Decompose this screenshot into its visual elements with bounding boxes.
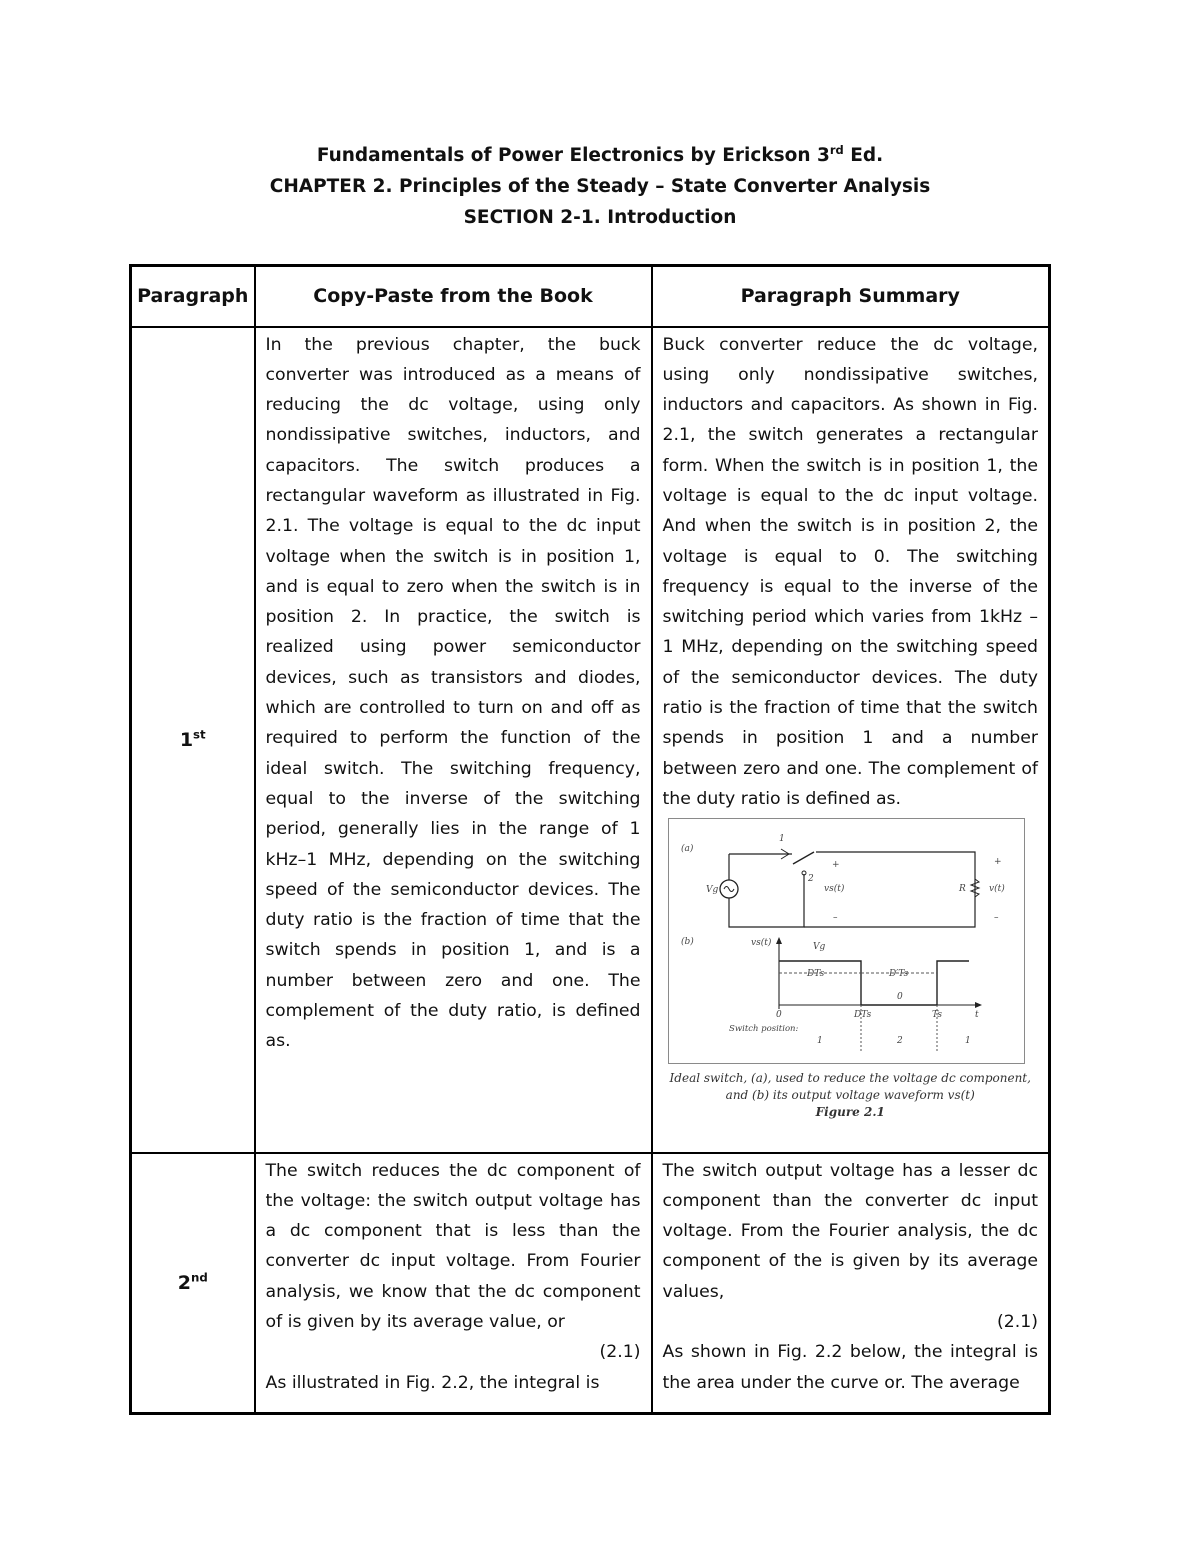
summary-cell bbox=[652, 1153, 1050, 1414]
table-header-row bbox=[131, 266, 1050, 327]
waveform bbox=[779, 961, 969, 1005]
paragraph-number: 2nd bbox=[131, 1153, 255, 1414]
fig-pos1: 1 bbox=[778, 834, 785, 845]
paragraph-table bbox=[129, 264, 1051, 1415]
figure-2-1 bbox=[668, 818, 1025, 1064]
fig-t-axis: t bbox=[974, 1010, 979, 1021]
y-axis-arrow-icon bbox=[776, 937, 782, 944]
caption-figure-number: Figure 2.1 bbox=[815, 1105, 885, 1120]
table-row bbox=[131, 327, 1050, 1153]
book-paragraph-continued: As illustrated in Fig. 2.2, the integral is bbox=[265, 1372, 600, 1393]
fig-t-dts: DTs bbox=[853, 1010, 871, 1021]
document-header bbox=[0, 140, 1200, 233]
summary-paragraph: The switch output voltage has a lesser dc component than the converter dc input voltage. From the Fourier analysis, the dc component of the is given by its average values, bbox=[662, 1160, 1038, 1302]
caption-line-2: and (b) its output voltage waveform vs(t) bbox=[725, 1088, 975, 1103]
summary-paragraph: Buck converter reduce the dc voltage, using only nondissipative switches, inductors and capacitors. As shown in Fig. 2.1, the switch generates a rectangular form. When the switch is in position 1, the voltage is equal to the dc input voltage. And when the switch is in position 2, the voltage is equal to 0. The switching frequency is equal to the inverse of the switching period which varies from 1kHz – 1 MHz, depending on the switching speed of the semiconductor devices. The duty ratio is the fraction of time that the switch spends in position 1 and a number between zero and one. The complement of the duty ratio is defined as. bbox=[662, 334, 1038, 809]
book-title: Fundamentals of Power Electronics by Erickson 3rd Ed. bbox=[316, 142, 884, 166]
col-header-book: Copy-Paste from the Book bbox=[255, 266, 652, 327]
fig-label-a: (a) bbox=[680, 844, 693, 855]
fig-zero-level: 0 bbox=[896, 992, 903, 1003]
fig-minus-left: – bbox=[832, 913, 837, 924]
chapter-title: CHAPTER 2. Principles of the Steady – State Converter Analysis bbox=[269, 176, 931, 197]
figure-caption bbox=[663, 1070, 1039, 1121]
fig-seq-2: 2 bbox=[896, 1036, 903, 1047]
summary-cell bbox=[652, 327, 1050, 1153]
table-row bbox=[131, 1153, 1050, 1414]
book-text-cell bbox=[255, 1153, 652, 1414]
fig-seq-1: 1 bbox=[816, 1036, 823, 1047]
x-axis-arrow-icon bbox=[975, 1002, 982, 1008]
fig-seq-3: 1 bbox=[964, 1036, 971, 1047]
fig-vt: v(t) bbox=[988, 884, 1005, 895]
summary-paragraph-continued: As shown in Fig. 2.2 below, the integral is the area under the curve or. The average bbox=[662, 1342, 1038, 1393]
section-title: SECTION 2-1. Introduction bbox=[463, 207, 737, 228]
fig-vs: vs(t) bbox=[823, 884, 844, 895]
fig-switch-position-label: Switch position: bbox=[728, 1024, 798, 1035]
fig-dpts: D′Ts bbox=[888, 969, 908, 980]
switch-blade bbox=[793, 852, 814, 864]
fig-t0: 0 bbox=[775, 1010, 782, 1021]
fig-level-vg: Vg bbox=[812, 942, 825, 953]
fig-vg: Vg bbox=[705, 885, 718, 896]
book-paragraph: The switch reduces the dc component of the voltage: the switch output voltage has a dc component that is less than the converter dc input voltage. From Fourier analysis, we know that the dc component of is given by its average value, or bbox=[265, 1160, 641, 1332]
fig-pos2: 2 bbox=[807, 874, 814, 885]
fig-t-ts: Ts bbox=[931, 1010, 942, 1021]
fig-dts: DTs bbox=[806, 969, 824, 980]
col-header-paragraph: Paragraph bbox=[131, 266, 255, 327]
caption-line-1: Ideal switch, (a), used to reduce the voltage dc component, bbox=[669, 1071, 1031, 1086]
fig-minus-right: – bbox=[993, 913, 998, 924]
equation-number: (2.1) bbox=[997, 1311, 1038, 1332]
fig-label-b: (b) bbox=[680, 937, 694, 948]
col-header-summary: Paragraph Summary bbox=[652, 266, 1050, 327]
fig-axis-v: vs(t) bbox=[750, 938, 771, 949]
fig-plus-left: + bbox=[831, 860, 840, 871]
fig-plus-right: + bbox=[993, 857, 1002, 868]
paragraph-number: 1st bbox=[131, 327, 255, 1153]
equation-number: (2.1) bbox=[599, 1342, 641, 1363]
circuit-wire bbox=[729, 854, 804, 927]
book-paragraph: In the previous chapter, the buck converter was introduced as a means of reducing the dc voltage, using only nondissipative switches, inductors, and capacitors. The switch produces a rectangular waveform as illustrated in Fig. 2.1. The voltage is equal to the dc input voltage when the switch is in position 1, and is equal to zero when the switch is in position 2. In practice, the switch is realized using power semiconductor devices, such as transistors and diodes, which are controlled to turn on and off as required to perform the function of the ideal switch. The switching frequency, equal to the inverse of the switching period, generally lies in the range of 1 kHz–1 MHz, depending on the switching speed of the semiconductor devices. The duty ratio is the fraction of time that the switch spends in position 1, and is a number between zero and one. The complement of the duty ratio, is defined as. bbox=[265, 334, 641, 1052]
book-text-cell bbox=[255, 327, 652, 1153]
fig-r: R bbox=[958, 884, 966, 895]
